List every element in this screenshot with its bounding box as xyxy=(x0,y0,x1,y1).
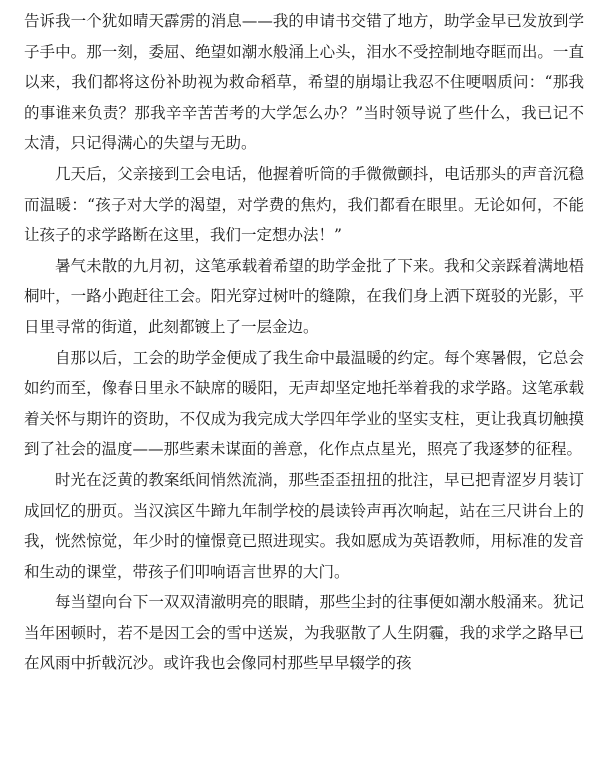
paragraph-4: 自那以后，工会的助学金便成了我生命中最温暖的约定。每个寒暑假，它总会如约而至，像春日里永不缺席的暖阳，无声却坚定地托举着我的求学路。这笔承载着关怀与期许的资助，不仅成为我完成大学四年学业的坚实支柱，更让我真切触摸到了社会的温度——那些素未谋面的善意，化作点点星光，照亮了我逐梦的征程。 xyxy=(24,348,584,459)
paragraph-3: 暑气未散的九月初，这笔承载着希望的助学金批了下来。我和父亲踩着满地梧桐叶，一路小跑赶往工会。阳光穿过树叶的缝隙，在我们身上洒下斑驳的光影，平日里寻常的街道，此刻都镀上了一层金边。 xyxy=(24,256,584,336)
paragraph-2: 几天后，父亲接到工会电话，他握着听筒的手微微颤抖，电话那头的声音沉稳而温暖：“孩子对大学的渴望，对学费的焦灼，我们都看在眼里。无论如何，不能让孩子的求学路断在这里，我们一定想办法！” xyxy=(24,164,584,245)
paragraph-6: 每当望向台下一双双清澈明亮的眼睛，那些尘封的往事便如潮水般涌来。犹记当年困顿时，若不是因工会的雪中送炭，为我驱散了人生阴霾，我的求学之路早已在风雨中折戟沉沙。或许我也会像同村那些早早辍学的孩 xyxy=(24,593,584,673)
paragraph-5: 时光在泛黄的教案纸间悄然流淌，那些歪歪扭扭的批注，早已把青涩岁月装订成回忆的册页。当汉滨区牛蹄九年制学校的晨读铃声再次响起，站在三尺讲台上的我，恍然惊觉，年少时的憧憬竟已照进现实。我如愿成为英语教师，用标准的发音和生动的课堂，带孩子们叩响语言世界的大门。 xyxy=(24,470,584,581)
paragraph-1: 告诉我一个犹如晴天霹雳的消息——我的申请书交错了地方，助学金早已发放到学子手中。那一刻，委屈、绝望如潮水般涌上心头，泪水不受控制地夺眶而出。一直以来，我们都将这份补助视为救命稻草，希望的崩塌让我忍不住哽咽质问：“那我的事谁来负责？那我辛辛苦苦考的大学怎么办？”当时领导说了些什么，我已记不太清，只记得满心的失望与无助。 xyxy=(24,12,584,153)
